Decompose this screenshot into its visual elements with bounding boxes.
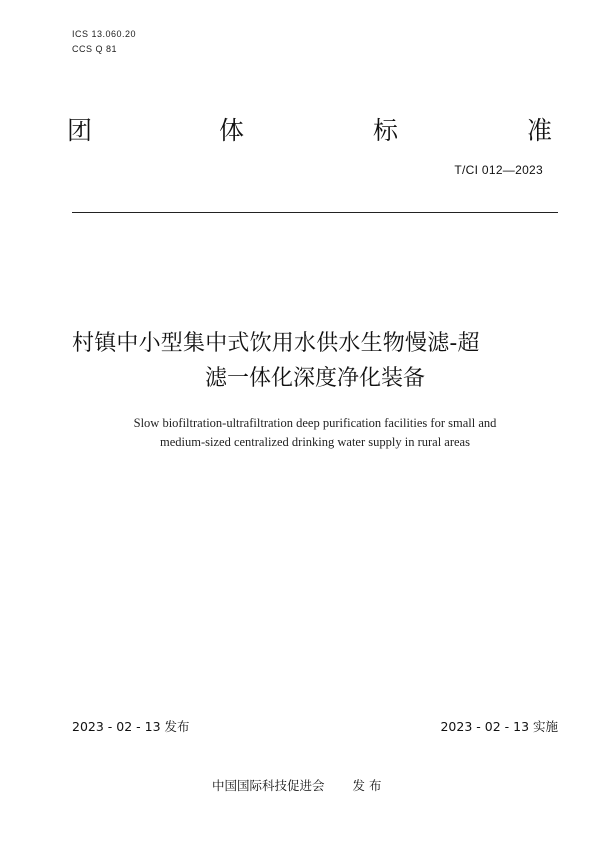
publisher-action: 发 布 — [352, 778, 382, 793]
heading-char-1: 团 — [67, 116, 93, 145]
ccs-code: CCS Q 81 — [72, 44, 118, 54]
english-title-line-2: medium-sized centralized drinking water supply in rural areas — [160, 435, 470, 449]
heading-char-3: 标 — [373, 116, 399, 145]
publisher-name: 中国国际科技促进会 — [212, 778, 325, 793]
publish-date: 2023 - 02 - 13 发布 — [72, 719, 190, 734]
implementation-date: 2023 - 02 - 13 实施 — [440, 719, 558, 734]
heading-char-2: 体 — [219, 116, 245, 145]
standard-number: T/CI 012—2023 — [454, 163, 543, 177]
header-divider — [72, 212, 558, 213]
publisher-line — [212, 776, 382, 794]
chinese-title-line-1: 村镇中小型集中式饮用水供水生物慢滤-超 — [72, 331, 480, 356]
english-title-line-1: Slow biofiltration-ultrafiltration deep purification facilities for small and — [133, 416, 497, 430]
heading-char-4: 准 — [527, 116, 553, 145]
ics-code: ICS 13.060.20 — [72, 29, 137, 39]
chinese-title-line-2: 滤一体化深度净化装备 — [205, 366, 426, 391]
